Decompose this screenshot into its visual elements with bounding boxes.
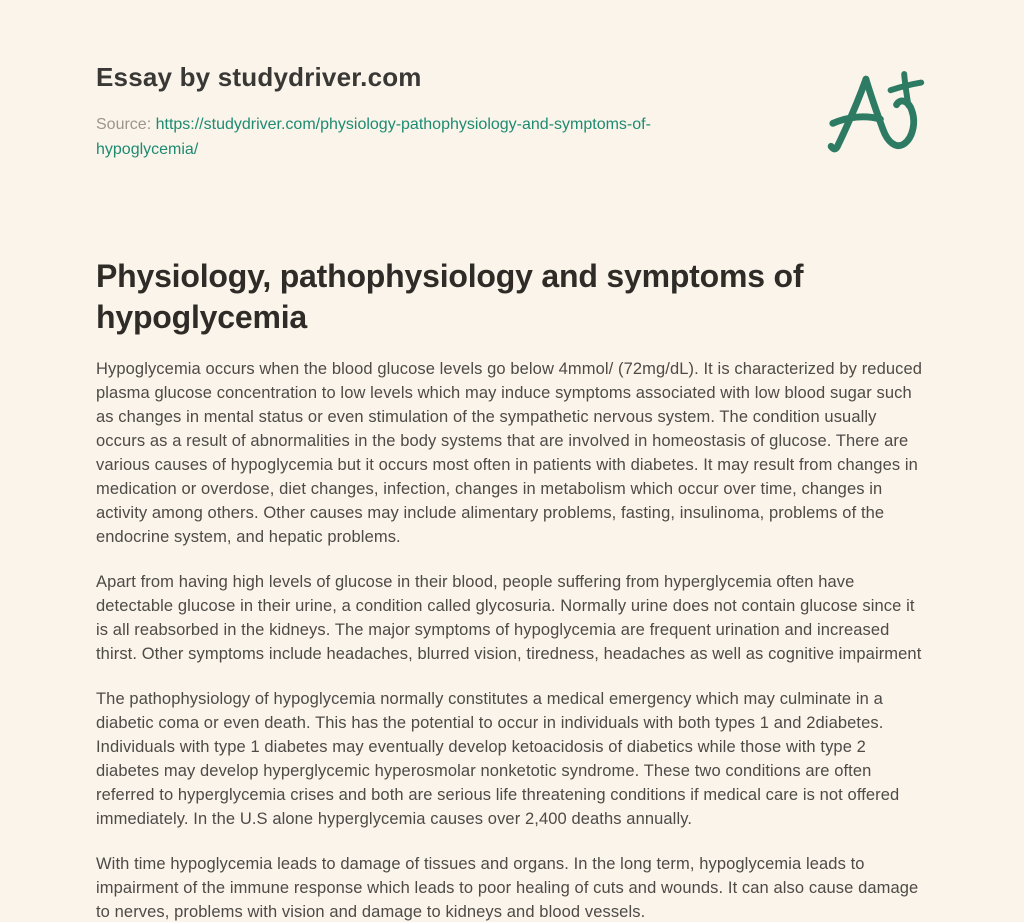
essay-paragraph-2: Apart from having high levels of glucose in their blood, people suffering from hyperglycemia often have detectable glucose in their urine, a condition called glycosuria. Normally urine does not contain glucose since it is all reabsorbed in the kidneys. The major symptoms of hypoglycemia are frequent urination and increased thirst. Other symptoms include headaches, blurred vision, tiredness, headaches as well as cognitive impairment (96, 573, 922, 663)
studydriver-logo (826, 66, 928, 168)
source-line (96, 112, 651, 162)
essay-title: Physiology, pathophysiology and symptoms of hypoglycemia (96, 258, 804, 335)
essay-paragraph-1: Hypoglycemia occurs when the blood glucose levels go below 4mmol/ (72mg/dL). It is characterized by reduced plasma glucose concentration to low levels which may induce symptoms associated with low blood sugar such as changes in mental status or even stimulation of the sympathetic nervous system. The condition usually occurs as a result of abnormalities in the body systems that are involved in homeostasis of glucose. There are various causes of hypoglycemia but it occurs most often in patients with diabetes. It may result from changes in medication or overdose, diet changes, infection, changes in metabolism which occur over time, changes in activity among others. Other causes may include alimentary problems, fasting, insulinoma, problems of the endocrine system, and hepatic problems. (96, 360, 923, 546)
essay-paragraph-3: The pathophysiology of hypoglycemia normally constitutes a medical emergency which may culminate in a diabetic coma or even death. This has the potential to occur in individuals with both types 1 and 2diabetes. Individuals with type 1 diabetes may eventually develop ketoacidosis of diabetics while those with type 2 diabetes may develop hyperglycemic hyperosmolar nonketotic syndrome. These two conditions are often referred to hyperglycemia crises and both are serious life threatening conditions if medical care is not offered immediately. In the U.S alone hyperglycemia causes over 2,400 deaths annually. (96, 690, 900, 828)
header-text-block (96, 62, 651, 162)
source-link[interactable] (96, 116, 651, 158)
essay-content (96, 256, 928, 922)
source-url-line1: https://studydriver.com/physiology-pathophysiology-and-symptoms-of- (155, 116, 651, 133)
page-header (96, 62, 928, 168)
page-title: Essay by studydriver.com (96, 62, 422, 92)
a-plus-logo-icon (826, 66, 928, 168)
source-label: Source: (96, 116, 152, 133)
essay-paragraph-4: With time hypoglycemia leads to damage of tissues and organs. In the long term, hypoglycemia leads to impairment of the immune response which leads to poor healing of cuts and wounds. It can also cause damage to nerves, problems with vision and damage to kidneys and blood vessels. (96, 855, 919, 921)
source-url-line2: hypoglycemia/ (96, 141, 199, 158)
